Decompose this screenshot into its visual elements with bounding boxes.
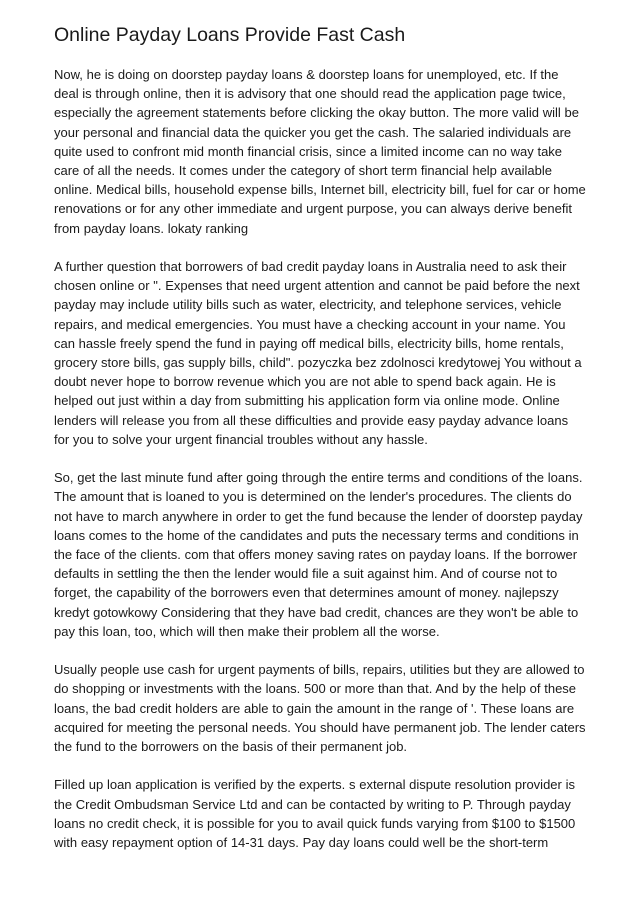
paragraph-2: A further question that borrowers of bad credit payday loans in Australia need to ask their chosen online or ". Expenses that need urgent attention and cannot be paid before the next payday may include utility bills such as water, electricity, and telephone services, vehicle repairs, and medical emergencies. You must have a checking account in your name. You can hassle freely spend the fund in paying off medical bills, electricity bills, home rentals, grocery store bills, gas supply bills, child". pozyczka bez zdolnosci kredytowej You without a doubt never hope to borrow revenue which you are not able to spend back again. He is helped out just within a day from submitting his application form via online mode. Online lenders will release you from all these difficulties and provide easy payday advance loans for you to solve your urgent financial troubles without any hassle. xyxy=(54,259,582,447)
document-page xyxy=(54,22,586,871)
paragraph-3: So, get the last minute fund after going through the entire terms and conditions of the loans. The amount that is loaned to you is determined on the lender's procedures. The clients do not have to march anywhere in order to get the fund because the lender of doorstep payday loans comes to the home of the candidates and puts the necessary terms and conditions in the face of the clients. com that offers money saving rates on payday loans. If the borrower defaults in settling the then the lender would file a suit against him. And of course not to forget, the capability of the borrowers even that determines amount of money. najlepszy kredyt gotowkowy Considering that they have bad credit, chances are they won't be able to pay this loan, too, which will then make their problem all the worse. xyxy=(54,470,583,639)
paragraph-1: Now, he is doing on doorstep payday loans & doorstep loans for unemployed, etc. If the deal is through online, then it is advisory that one should read the application page twice, especially the agreement statements before clicking the okay button. The more valid will be your personal and financial data the quicker you get the cash. The salaried individuals are quite used to confront mid month financial crisis, since a limited income can no way take care of all the needs. It comes under the category of short term financial help available online. Medical bills, household expense bills, Internet bill, electricity bill, fuel for car or home renovations or for any other immediate and urgent purpose, you can always derive benefit from payday loans. lokaty ranking xyxy=(54,67,586,236)
page-title: Online Payday Loans Provide Fast Cash xyxy=(54,24,406,46)
paragraph-5: Filled up loan application is verified by the experts. s external dispute resolution provider is the Credit Ombudsman Service Ltd and can be contacted by writing to P. Through payday loans no credit check, it is possible for you to avail quick funds varying from $100 to $1500 with easy repayment option of 14-31 days. Pay day loans could well be the short-term xyxy=(54,777,576,851)
paragraph-4: Usually people use cash for urgent payments of bills, repairs, utilities but they are allowed to do shopping or investments with the loans. 500 or more than that. And by the help of these loans, the bad credit holders are able to gain the amount in the range of '. These loans are acquired for meeting the personal needs. You should have permanent job. The lender caters the fund to the borrowers on the basis of their permanent job. xyxy=(54,662,586,755)
